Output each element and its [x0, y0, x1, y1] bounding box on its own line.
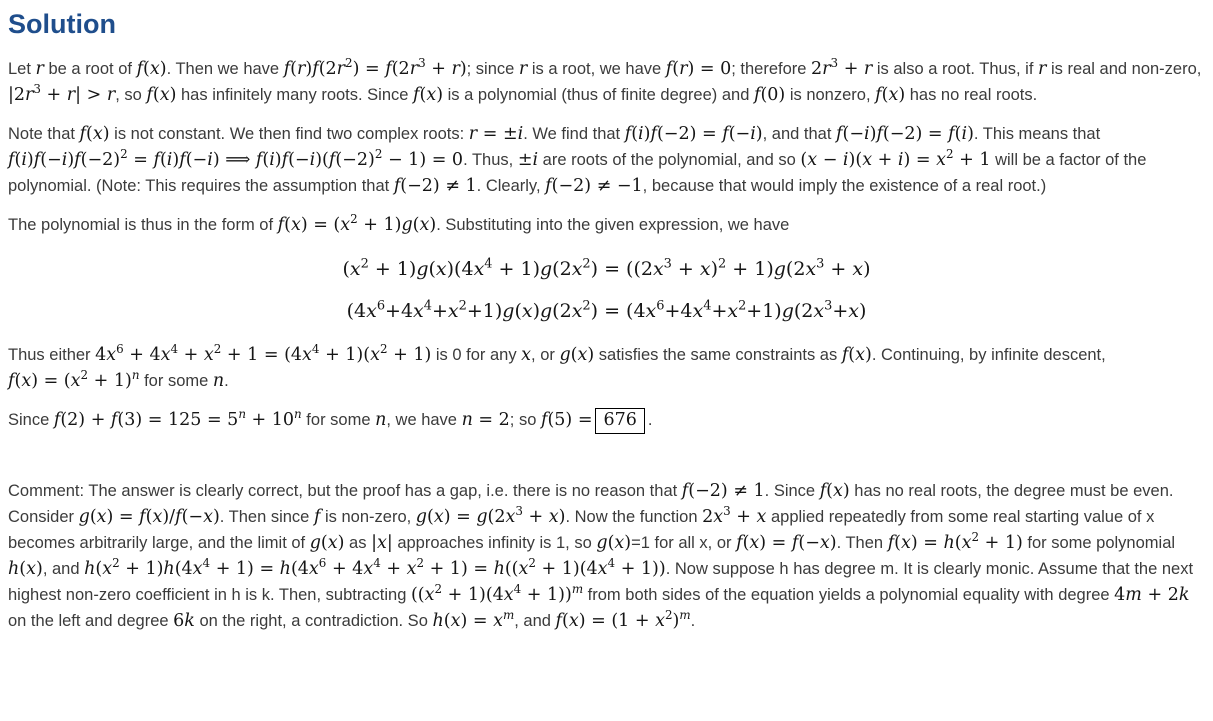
inline-math: f(x) = f(−x)	[736, 533, 837, 554]
text-run: has no real roots.	[905, 86, 1038, 104]
text-run: on the left and degree	[8, 612, 174, 631]
text-run: , and	[514, 612, 556, 631]
inline-math: r	[1037, 59, 1047, 79]
text-run: is non-zero,	[320, 508, 416, 527]
text-run: satisfies the same constraints as	[594, 346, 842, 364]
paragraph	[8, 342, 1205, 394]
paragraph	[8, 478, 1205, 634]
text-run: . This means that	[973, 125, 1101, 143]
display-equation	[8, 258, 1205, 280]
inline-math: f(x)	[146, 85, 177, 105]
inline-math: $f(x) = h(x^2 + 1)$	[887, 530, 1023, 554]
text-run: .	[690, 612, 696, 631]
text-run: ; so	[509, 411, 541, 429]
text-run: from both sides of the equation yields a polynomial equality with degree	[583, 586, 1115, 605]
text-run: Note that	[8, 125, 80, 143]
inline-math: $g(x) = g(2x^3 + x)$	[415, 504, 566, 528]
inline-math: $((x^2 + 1)(4x^4 + 1))^m$	[410, 582, 584, 606]
inline-math: r = ±i	[468, 124, 524, 144]
text-run: is real and non-zero,	[1046, 60, 1202, 78]
inline-math: g(x)	[309, 533, 345, 554]
inline-math: f	[313, 507, 321, 528]
text-run: is 0 for any	[431, 346, 522, 364]
text-run: Let	[8, 60, 36, 78]
inline-math: $|2r^3 + r| > r$	[8, 82, 116, 105]
inline-math: $f(x) = (x^2 + 1)g(x)$	[277, 212, 437, 235]
text-run: for some	[139, 372, 213, 390]
inline-math: f(x)	[841, 345, 872, 365]
inline-math: 6k	[173, 611, 195, 632]
inline-math: n	[375, 410, 387, 430]
text-run: is nonzero,	[785, 86, 876, 104]
inline-math: f(r) = 0	[665, 59, 732, 79]
text-run: on the right, a contradiction. So	[194, 612, 433, 631]
text-run: . Now suppose h has degree m. It is clearly monic. Assume that the next highest non-zero coefficient in h is k. Then, subtracting	[8, 560, 1194, 605]
text-run: .	[647, 411, 653, 429]
inline-math: f(x)	[79, 124, 110, 144]
text-run: . We find that	[523, 125, 625, 143]
text-run: has no real roots, the degree must be even. Consider	[8, 482, 1174, 527]
paragraph	[8, 212, 1205, 238]
inline-math: $f(x) = (x^2 + 1)^n$	[8, 368, 140, 391]
text-run: , so	[115, 86, 147, 104]
inline-math: g(x)	[596, 533, 632, 554]
solution-content	[8, 56, 1205, 634]
inline-math: $(x - i)(x + i) = x^2 + 1$	[800, 147, 991, 170]
text-run: . Then since	[219, 508, 314, 527]
inline-math: f(−i)f(−2) = f(i)	[836, 124, 974, 144]
text-run: applied repeatedly from some real starting value of x becomes arbitrarily large, and the limit of	[8, 508, 1155, 553]
inline-math: $h(x^2 + 1)h(4x^4 + 1) = h(4x^6 + 4x^4 + x^2 + 1) = h((x^2 + 1)(4x^4 + 1))$	[84, 556, 666, 580]
text-run: as	[344, 534, 372, 553]
inline-math: f(x)	[413, 85, 444, 105]
paragraph	[8, 56, 1205, 108]
inline-math: $f(2) + f(3) = 125 = 5^n + 10^n$	[53, 407, 302, 430]
inline-math: f(−2) ≠ 1	[681, 481, 765, 502]
inline-math: n	[212, 371, 225, 391]
text-run: is a root, we have	[527, 60, 666, 78]
text-run: are roots of the polynomial, and so	[538, 151, 801, 169]
inline-math: $h(x) = x^m$	[432, 608, 515, 632]
page-title: Solution	[8, 9, 116, 39]
text-run: ; since	[466, 60, 519, 78]
text-run: for some	[301, 411, 376, 429]
text-run: Since	[8, 411, 54, 429]
inline-math: x	[521, 345, 532, 365]
inline-math: f(x)	[875, 85, 906, 105]
inline-math: f(x)	[819, 481, 850, 502]
inline-math: f(i)f(−2) = f(−i)	[624, 124, 763, 144]
text-run: , and that	[762, 125, 837, 143]
text-run: . Continuing, by infinite descent,	[871, 346, 1106, 364]
inline-math: $f(x) = (1 + x^2)^m$	[555, 608, 691, 632]
text-run: . Then we have	[166, 60, 284, 78]
inline-math: $2r^3 + r$	[811, 56, 873, 79]
text-run: . Thus,	[463, 151, 518, 169]
equation-math: $(4x^6+4x^4+x^2+1)g(x)g(2x^2) = (4x^6+4x^4+x^2+1)g(2x^3+x)$	[346, 298, 867, 322]
inline-math: f(5) =	[540, 410, 593, 430]
inline-math: g(x) = f(x)/f(−x)	[78, 507, 220, 528]
text-run: be a root of	[43, 60, 137, 78]
inline-math: $4x^6 + 4x^4 + x^2 + 1 = (4x^4 + 1)(x^2 + 1)$	[95, 342, 432, 365]
display-equation	[8, 300, 1205, 322]
inline-math: n = 2	[461, 410, 510, 430]
inline-math: r	[35, 59, 44, 79]
inline-math: h(x)	[8, 559, 43, 580]
inline-math: g(x)	[559, 345, 595, 365]
text-run: approaches infinity is 1, so	[392, 534, 597, 553]
text-run: .	[224, 372, 229, 390]
inline-math: 4m + 2k	[1114, 585, 1190, 606]
text-run: The polynomial is thus in the form of	[8, 216, 278, 234]
inline-math: |x|	[371, 533, 393, 554]
text-run: , or	[531, 346, 560, 364]
text-run: is also a root. Thus, if	[872, 60, 1038, 78]
paragraph	[8, 121, 1205, 199]
inline-math: f(−2) ≠ −1	[545, 176, 643, 196]
text-run: . Since	[764, 482, 820, 501]
text-run: , we have	[386, 411, 462, 429]
inline-math: r	[518, 59, 528, 79]
inline-math: $f(i)f(-i)f(-2)^2 = f(i)f(-i)$ ⟹ $f(i)f(-i)(f(-2)^2 - 1) = 0$	[8, 147, 464, 170]
text-run: . Substituting into the given expression, we have	[436, 216, 790, 234]
inline-math: f(−2) ≠ 1	[393, 176, 477, 196]
text-run: . Then	[836, 534, 888, 553]
inline-math: $f(r)f(2r^2) = f(2r^3 + r)$	[283, 56, 467, 79]
text-run: is not constant. We then find two complex roots:	[109, 125, 469, 143]
text-run: . Now the function	[565, 508, 703, 527]
text-run: has infinitely many roots. Since	[176, 86, 414, 104]
text-run: , because that would imply the existence of a real root.)	[642, 177, 1047, 195]
equation-math: $(x^2 + 1)g(x)(4x^4 + 1)g(2x^2) = ((2x^3 + x)^2 + 1)g(2x^3 + x)$	[342, 256, 871, 280]
text-run: is a polynomial (thus of finite degree) and	[443, 86, 754, 104]
text-run: Thus either	[8, 346, 96, 364]
paragraph	[8, 407, 1205, 434]
text-run: will be a factor of the polynomial. (Note: This requires the assumption that	[8, 151, 1147, 195]
text-run: Comment: The answer is clearly correct, but the proof has a gap, i.e. there is no reason that	[8, 482, 682, 501]
boxed-answer: 676	[595, 408, 644, 434]
inline-math: f(x)	[136, 59, 167, 79]
text-run: . Clearly,	[476, 177, 546, 195]
text-run: =1 for all x, or	[631, 534, 737, 553]
text-run: ; therefore	[731, 60, 812, 78]
text-run: for some polynomial	[1022, 534, 1176, 553]
inline-math: ±i	[517, 150, 539, 170]
inline-math: f(0)	[753, 85, 786, 105]
text-run: , and	[42, 560, 85, 579]
inline-math: $2x^3 + x$	[702, 504, 767, 528]
